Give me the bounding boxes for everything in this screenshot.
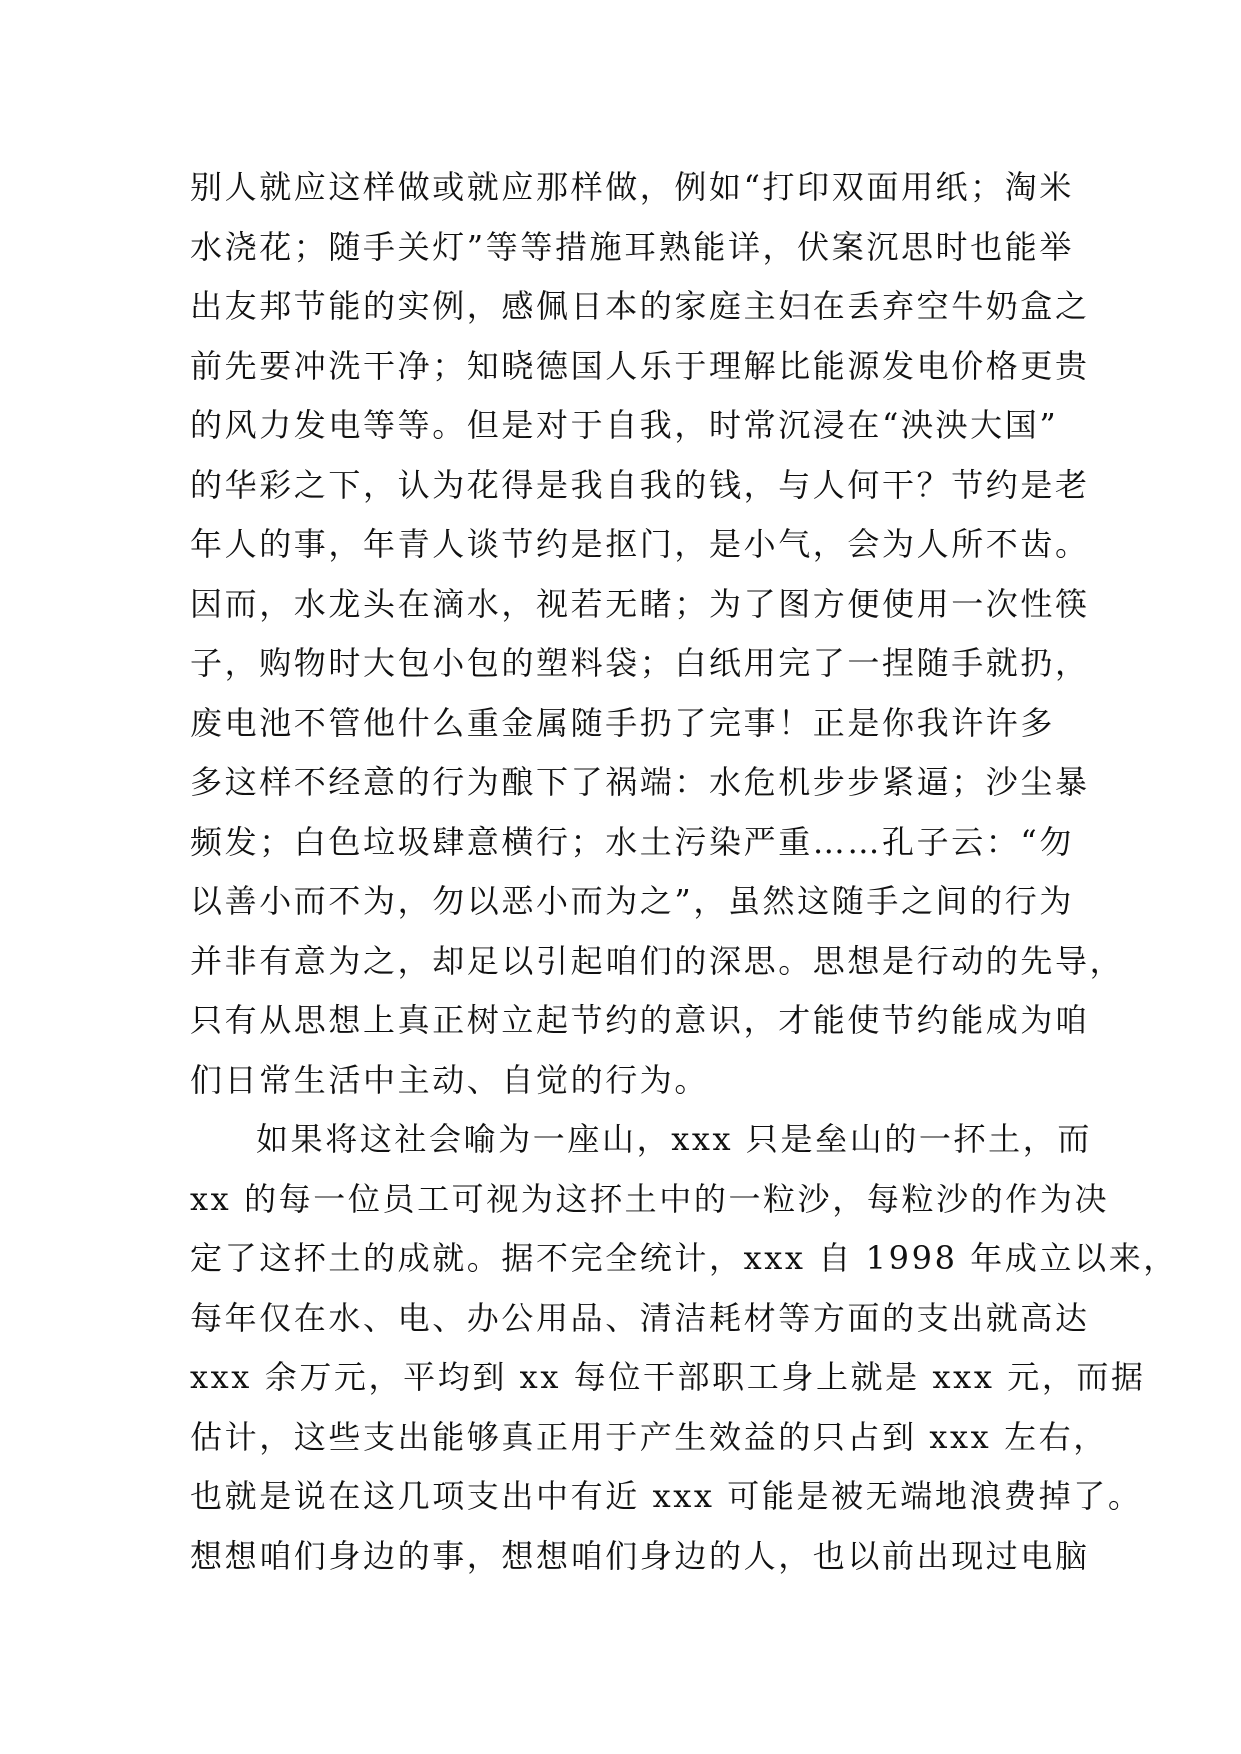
- text-line: 的华彩之下，认为花得是我自我的钱，与人何干？节约是老: [190, 465, 1090, 504]
- text-line: 子，购物时大包小包的塑料袋；白纸用完了一捏随手就扔，: [190, 644, 1090, 682]
- text-line: 也就是说在这几项支出中有近 xxx 可能是被无端地浪费掉了。: [190, 1477, 1143, 1515]
- text-line: 出友邦节能的实例，感佩日本的家庭主妇在丢弃空牛奶盒之: [190, 287, 1090, 325]
- text-line: 只有从思想上真正树立起节约的意识，才能使节约能成为咱: [190, 1001, 1090, 1039]
- text-line: 水浇花；随手关灯”等等措施耳熟能详，伏案沉思时也能举: [190, 227, 1074, 266]
- text-line: 的风力发电等等。但是对于自我，时常沉浸在“泱泱大国”: [190, 406, 1059, 444]
- text-line: 废电池不管他什么重金属随手扔了完事！正是你我许许多: [190, 703, 1056, 742]
- text-line: 每年仅在水、电、办公用品、清洁耗材等方面的支出就高达: [190, 1298, 1090, 1337]
- text-line: 多这样不经意的行为酿下了祸端：水危机步步紧逼；沙尘暴: [190, 763, 1090, 801]
- text-line: 因而，水龙头在滴水，视若无睹；为了图方便使用一次性筷: [190, 584, 1090, 623]
- text-line: 定了这抔土的成就。据不完全统计，xxx 自 1998 年成立以来，: [190, 1239, 1178, 1277]
- text-line: xx 的每一位员工可视为这抔土中的一粒沙，每粒沙的作为决: [190, 1179, 1110, 1218]
- text-line: 别人就应这样做或就应那样做，例如“打印双面用纸；淘米: [190, 168, 1074, 206]
- text-line: 并非有意为之，却足以引起咱们的深思。思想是行动的先导，: [190, 941, 1125, 980]
- text-line: xxx 余万元，平均到 xx 每位干部职工身上就是 xxx 元，而据: [190, 1358, 1146, 1396]
- text-line: 估计，这些支出能够真正用于产生效益的只占到 xxx 左右，: [190, 1417, 1108, 1456]
- paragraph-start-line: 如果将这社会喻为一座山，xxx 只是垒山的一抔土，而: [256, 1120, 1092, 1158]
- text-line: 前先要冲洗干净；知晓德国人乐于理解比能源发电价格更贵: [190, 346, 1090, 385]
- text-line: 频发；白色垃圾肆意横行；水土污染严重……孔子云：“勿: [190, 822, 1074, 861]
- body-text: [190, 158, 1178, 1586]
- text-line: 们日常生活中主动、自觉的行为。: [190, 1060, 710, 1099]
- text-line: 以善小而不为，勿以恶小而为之”，虽然这随手之间的行为: [190, 882, 1074, 920]
- text-line: 年人的事，年青人谈节约是抠门，是小气，会为人所不齿。: [190, 525, 1090, 563]
- text-line: 想想咱们身边的事，想想咱们身边的人，也以前出现过电脑: [190, 1536, 1090, 1575]
